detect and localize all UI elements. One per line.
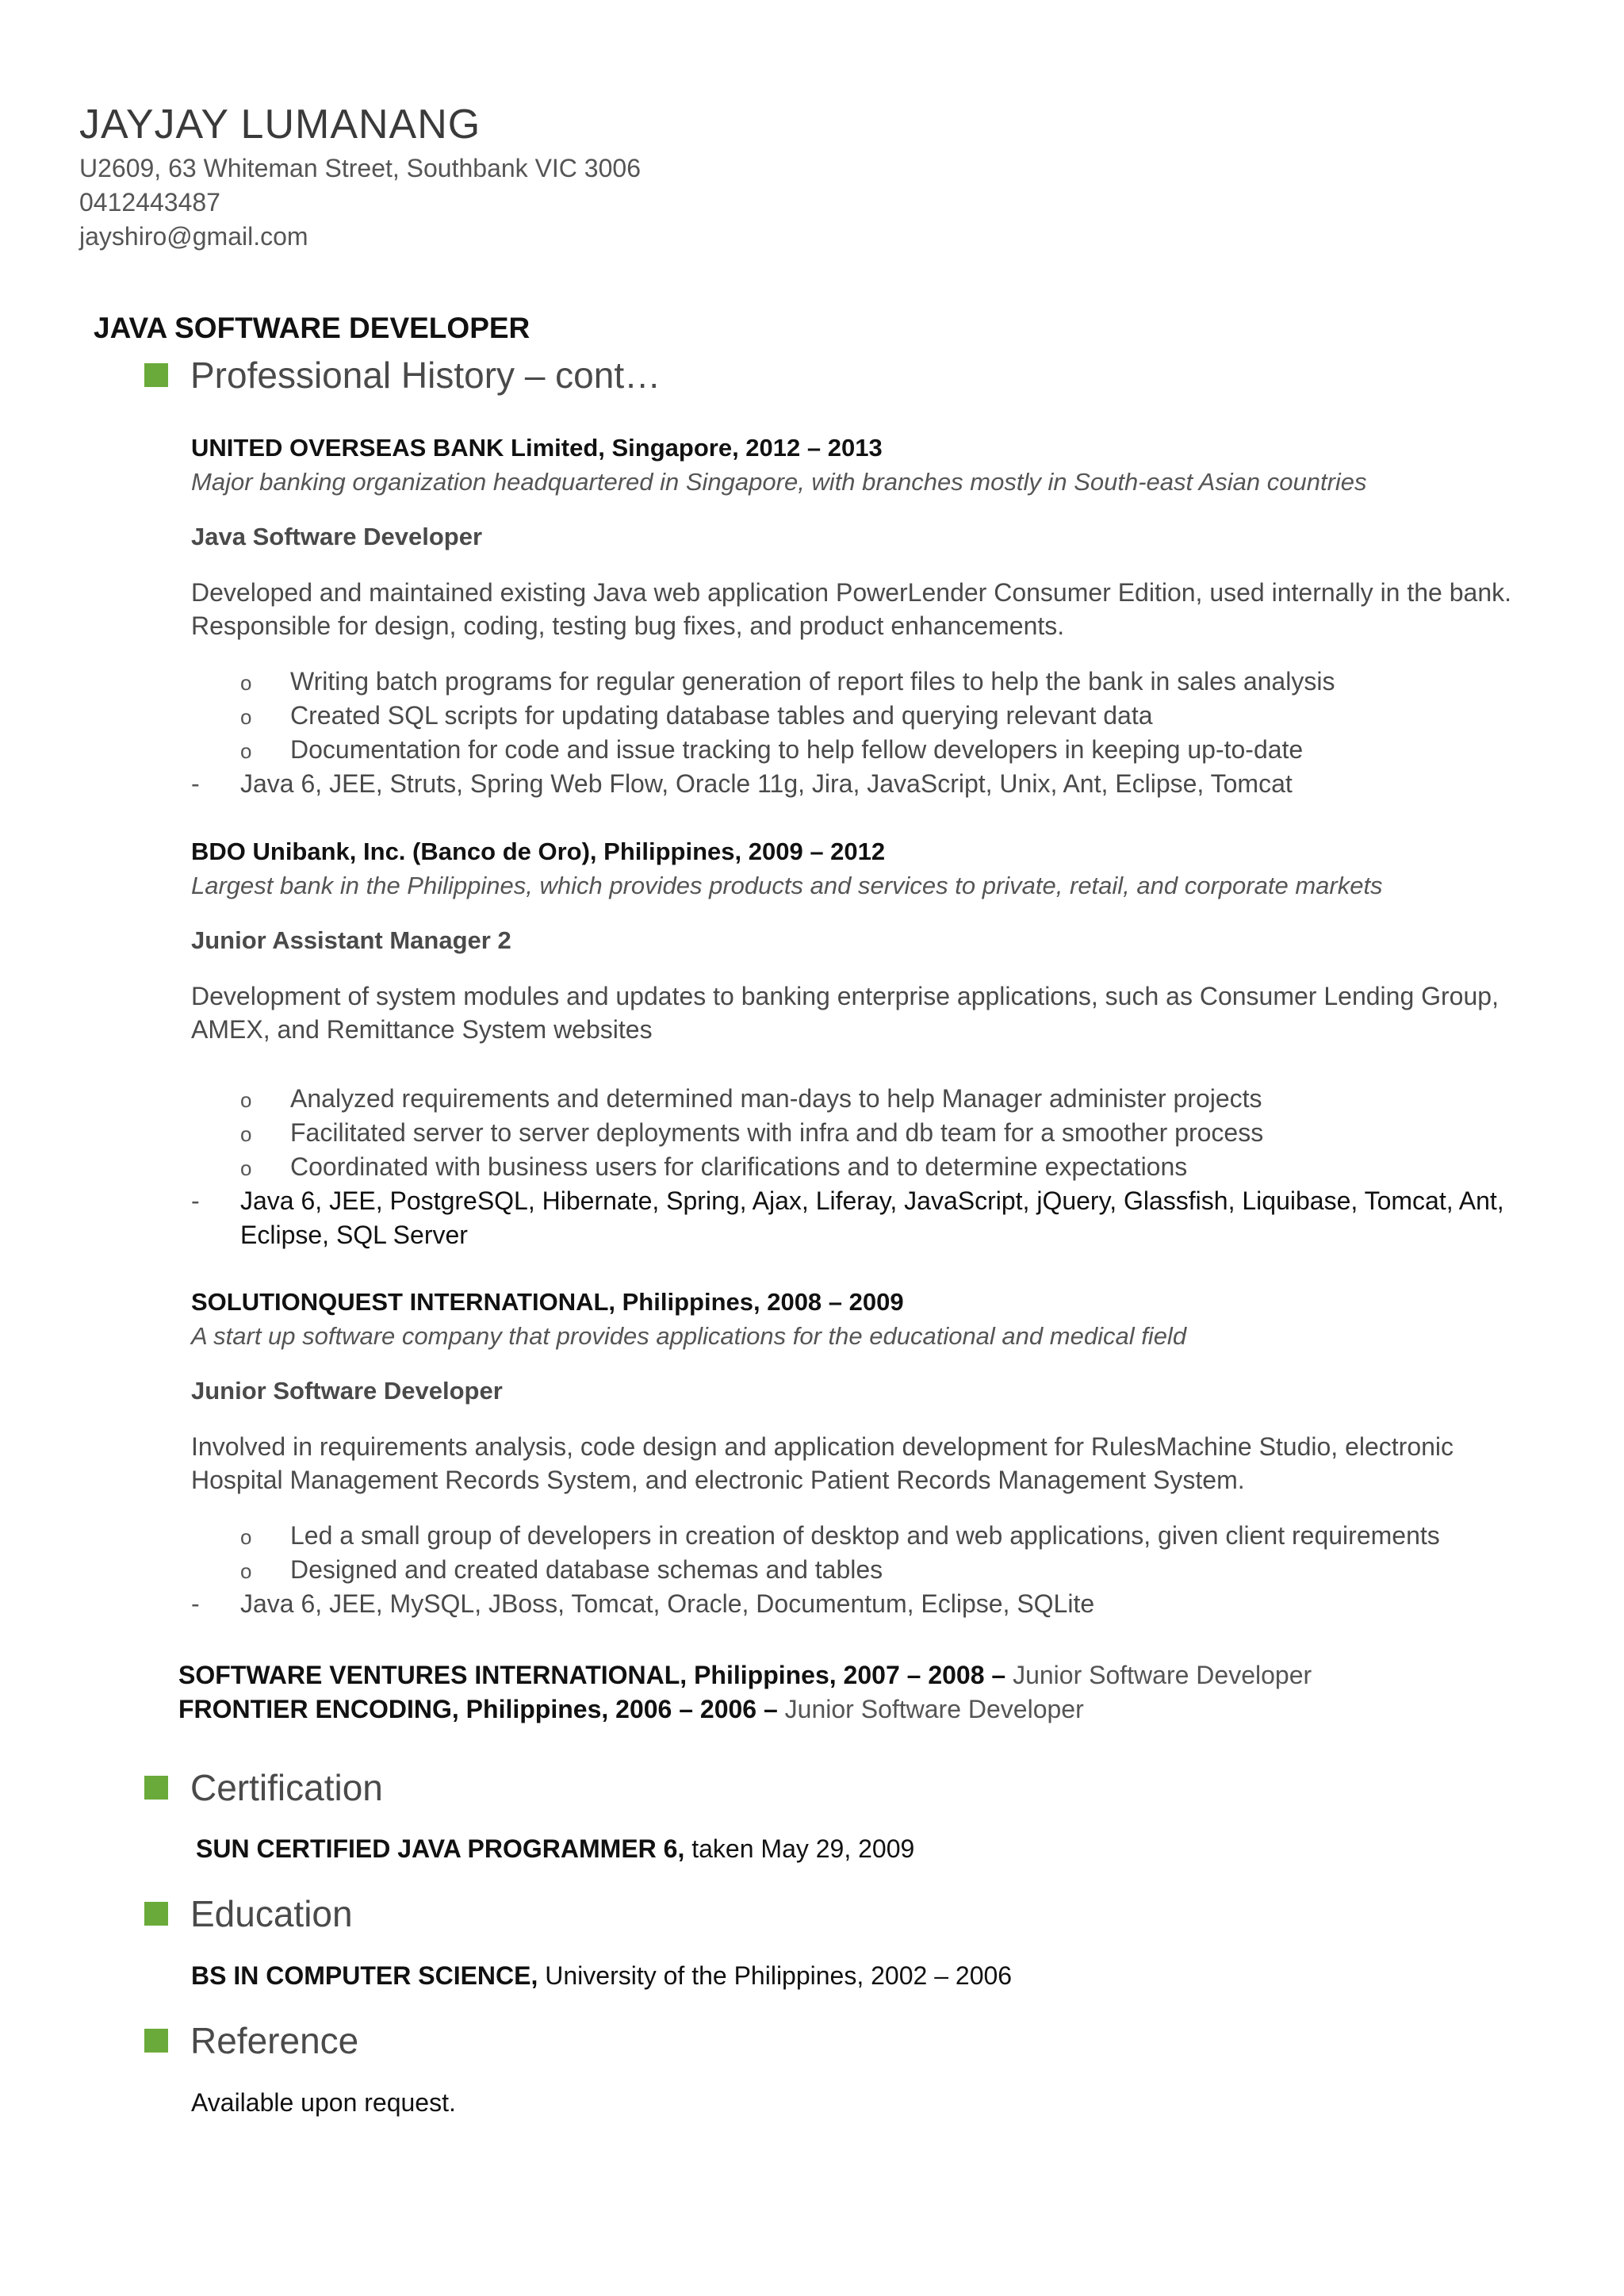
job-description: A start up software company that provides applications for the educational and medical field bbox=[191, 1322, 1187, 1350]
section-title: Reference bbox=[190, 2020, 359, 2061]
section-bullet-square bbox=[144, 1902, 168, 1926]
job-org: SOLUTIONQUEST INTERNATIONAL, Philippines, 2008 – 2009 bbox=[191, 1288, 904, 1316]
job-bullet: Designed and created database schemas and tables bbox=[290, 1555, 883, 1584]
role-title: JAVA SOFTWARE DEVELOPER bbox=[94, 312, 530, 344]
short-job-entry bbox=[178, 1660, 1312, 1690]
bullet-marker: o bbox=[240, 739, 252, 763]
section-title: Certification bbox=[190, 1767, 383, 1808]
bullet-marker: o bbox=[240, 1156, 252, 1180]
tech-dash: - bbox=[191, 769, 200, 798]
job-tech-stack: Java 6, JEE, PostgreSQL, Hibernate, Spring, Ajax, Liferay, JavaScript, jQuery, Glassfish, Liquibase, Tomcat, Ant, bbox=[240, 1186, 1504, 1215]
section-bullet-square bbox=[144, 2029, 168, 2053]
short-job-org: FRONTIER ENCODING, Philippines, 2006 – 2006 – bbox=[178, 1695, 778, 1723]
job-org: UNITED OVERSEAS BANK Limited, Singapore, 2012 – 2013 bbox=[191, 434, 883, 462]
bullet-marker: o bbox=[240, 1559, 252, 1583]
job-description: Major banking organization headquartered in Singapore, with branches mostly in South-east Asian countries bbox=[191, 468, 1367, 496]
job-summary-line: Responsible for design, coding, testing bug fixes, and product enhancements. bbox=[191, 611, 1065, 640]
job-bullet: Analyzed requirements and determined man-days to help Manager administer projects bbox=[290, 1084, 1262, 1113]
section-title: Education bbox=[190, 1893, 353, 1934]
phone: 0412443487 bbox=[79, 188, 220, 217]
section-bullet-square bbox=[144, 1776, 168, 1800]
email: jayshiro@gmail.com bbox=[79, 222, 308, 251]
job-bullet: Documentation for code and issue tracking to help fellow developers in keeping up-to-date bbox=[290, 735, 1304, 764]
bullet-marker: o bbox=[240, 1525, 252, 1549]
job-bullet: Facilitated server to server deployments with infra and db team for a smoother process bbox=[290, 1118, 1264, 1147]
address: U2609, 63 Whiteman Street, Southbank VIC 3006 bbox=[79, 154, 641, 182]
education-detail: University of the Philippines, 2002 – 2006 bbox=[545, 1961, 1013, 1990]
job-description: Largest bank in the Philippines, which provides products and services to private, retail, and corporate markets bbox=[191, 872, 1383, 899]
education-degree: BS IN COMPUTER SCIENCE, bbox=[191, 1961, 538, 1990]
job-bullet: Coordinated with business users for clarifications and to determine expectations bbox=[290, 1152, 1188, 1181]
certification-entry bbox=[196, 1834, 914, 1864]
reference-text: Available upon request. bbox=[191, 2088, 456, 2117]
bullet-marker: o bbox=[240, 671, 252, 695]
job-role: Java Software Developer bbox=[191, 523, 483, 550]
job-bullet: Writing batch programs for regular generation of report files to help the bank in sales analysis bbox=[290, 667, 1335, 696]
certification-detail: taken May 29, 2009 bbox=[691, 1834, 915, 1863]
job-role: Junior Assistant Manager 2 bbox=[191, 926, 511, 954]
candidate-name: JAYJAY LUMANANG bbox=[79, 102, 481, 148]
short-job-role: Junior Software Developer bbox=[1013, 1661, 1312, 1689]
short-job-org: SOFTWARE VENTURES INTERNATIONAL, Philippines, 2007 – 2008 – bbox=[178, 1661, 1006, 1689]
job-bullet: Led a small group of developers in creation of desktop and web applications, given client requirements bbox=[290, 1521, 1440, 1550]
tech-dash: - bbox=[191, 1589, 200, 1618]
tech-dash: - bbox=[191, 1186, 200, 1215]
certification-name: SUN CERTIFIED JAVA PROGRAMMER 6, bbox=[196, 1834, 685, 1863]
short-job-role: Junior Software Developer bbox=[784, 1695, 1084, 1723]
section-bullet-square bbox=[144, 363, 168, 387]
job-org: BDO Unibank, Inc. (Banco de Oro), Philippines, 2009 – 2012 bbox=[191, 838, 886, 865]
job-summary-line: Development of system modules and updates to banking enterprise applications, such as Consumer Lending Group, bbox=[191, 982, 1499, 1010]
job-tech-stack: Java 6, JEE, Struts, Spring Web Flow, Oracle 11g, Jira, JavaScript, Unix, Ant, Eclipse, Tomcat bbox=[240, 769, 1293, 798]
bullet-marker: o bbox=[240, 705, 252, 729]
job-summary-line: Developed and maintained existing Java web application PowerLender Consumer Edition, used internally in the bank. bbox=[191, 578, 1512, 607]
job-summary-line: Hospital Management Records System, and electronic Patient Records Management System. bbox=[191, 1466, 1245, 1494]
job-tech-stack: Java 6, JEE, MySQL, JBoss, Tomcat, Oracle, Documentum, Eclipse, SQLite bbox=[240, 1589, 1095, 1618]
section-title: Professional History – cont… bbox=[190, 355, 661, 396]
bullet-marker: o bbox=[240, 1122, 252, 1146]
short-job-entry bbox=[178, 1694, 1084, 1724]
bullet-marker: o bbox=[240, 1088, 252, 1112]
job-summary-line: AMEX, and Remittance System websites bbox=[191, 1015, 653, 1044]
job-bullet: Created SQL scripts for updating database tables and querying relevant data bbox=[290, 701, 1153, 730]
education-entry bbox=[191, 1961, 1012, 1991]
job-summary-line: Involved in requirements analysis, code design and application development for RulesMachine Studio, electronic bbox=[191, 1432, 1454, 1461]
job-role: Junior Software Developer bbox=[191, 1377, 503, 1405]
job-tech-stack: Eclipse, SQL Server bbox=[240, 1221, 468, 1249]
